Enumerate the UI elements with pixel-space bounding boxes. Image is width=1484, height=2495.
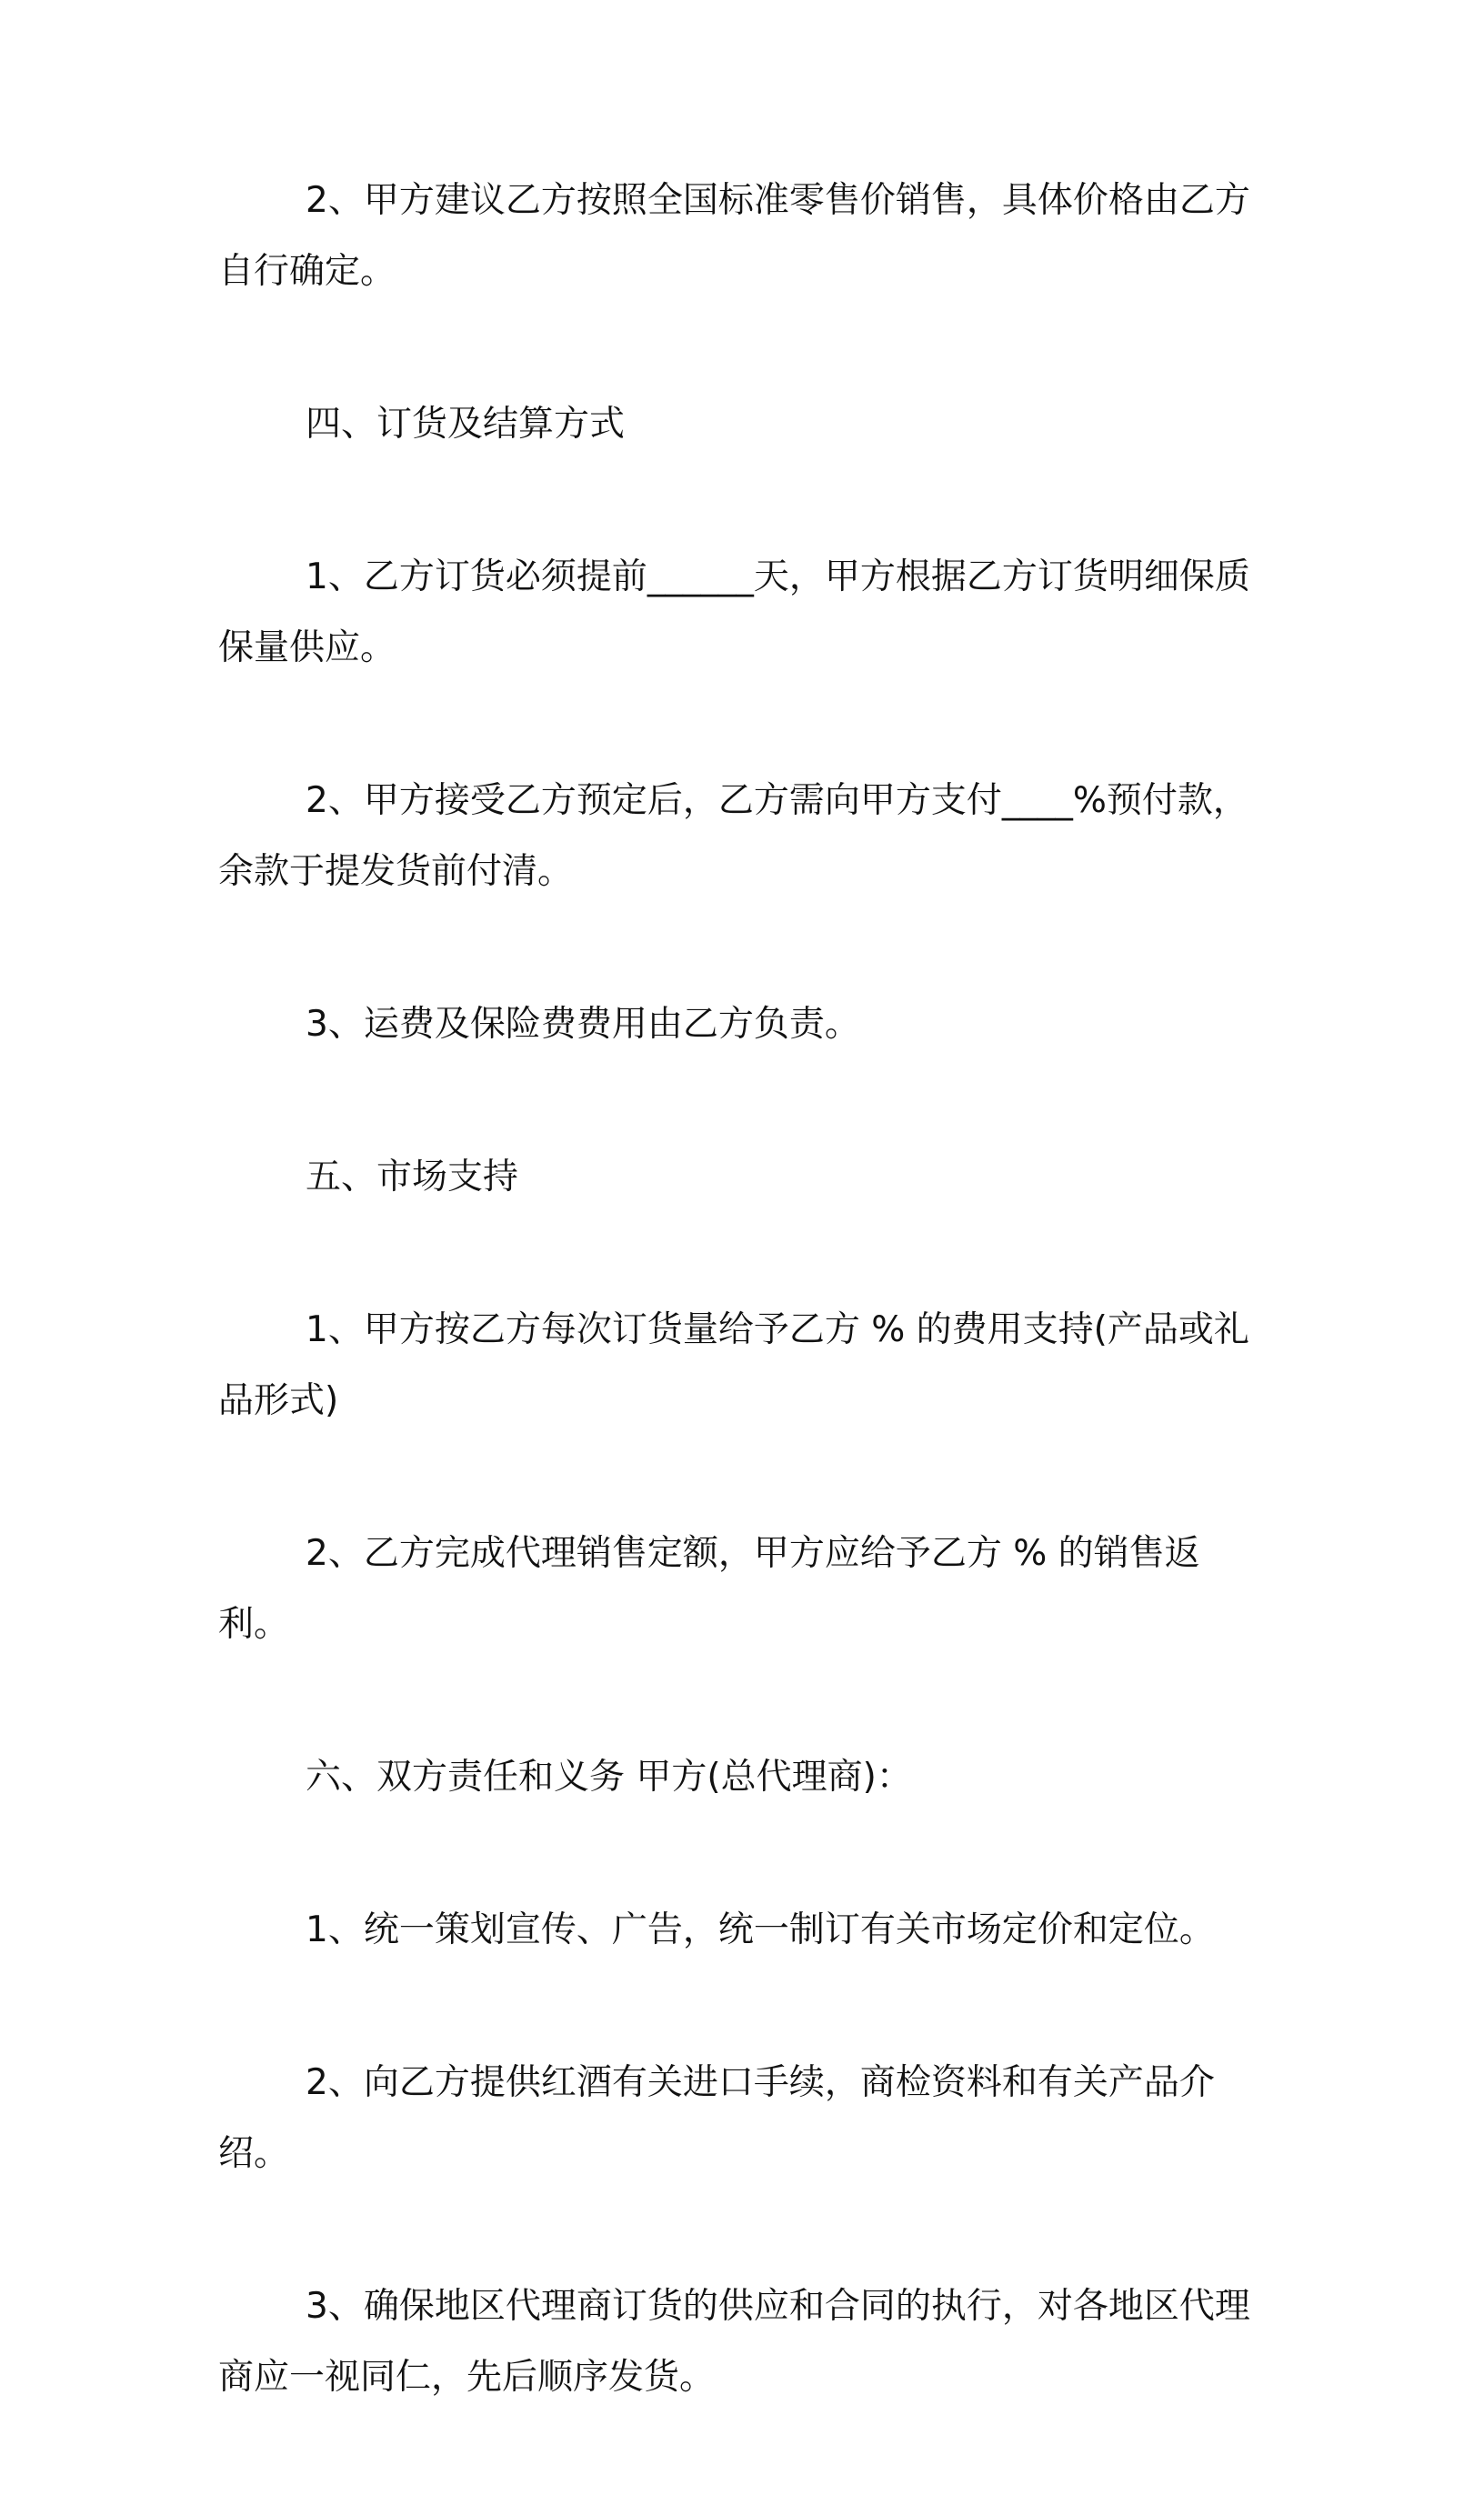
clause-6-3: 3、确保地区代理商订货的供应和合同的执行，对各地区代理商应一视同仁，先后顺序发货。 xyxy=(218,2286,1250,2398)
document-body xyxy=(218,165,1255,2495)
clause-5-2: 2、乙方完成代理销售定额，甲方应给予乙方 % 的销售返利。 xyxy=(218,1533,1200,1645)
clause-4-2: 2、甲方接受乙方预定后，乙方需向甲方支付____%预付款，余款于提发货前付清。 xyxy=(218,780,1248,892)
clause-4-3: 3、运费及保险费费用由乙方负责。 xyxy=(306,1004,860,1045)
clause-3-2: 2、甲方建议乙方按照全国标准零售价销售，具体价格由乙方自行确定。 xyxy=(218,180,1250,292)
clause-5-1: 1、甲方按乙方每次订货量给予乙方 % 的费用支持(产品或礼品形式) xyxy=(218,1309,1249,1421)
section-heading-4: 四、订货及结算方式 xyxy=(306,404,626,445)
clause-4-1: 1、乙方订货必须提前______天，甲方根据乙方订货明细保质保量供应。 xyxy=(218,556,1250,668)
section-heading-5: 五、市场支持 xyxy=(306,1157,519,1197)
section-heading-6: 六、双方责任和义务 甲方(总代理商)： xyxy=(306,1757,912,1798)
clause-6-2: 2、向乙方提供红酒有关进口手续，商检资料和有关产品介绍。 xyxy=(218,2062,1215,2174)
clause-6-1: 1、统一策划宣传、广告，统一制订有关市场定价和定位。 xyxy=(306,1909,1215,1950)
